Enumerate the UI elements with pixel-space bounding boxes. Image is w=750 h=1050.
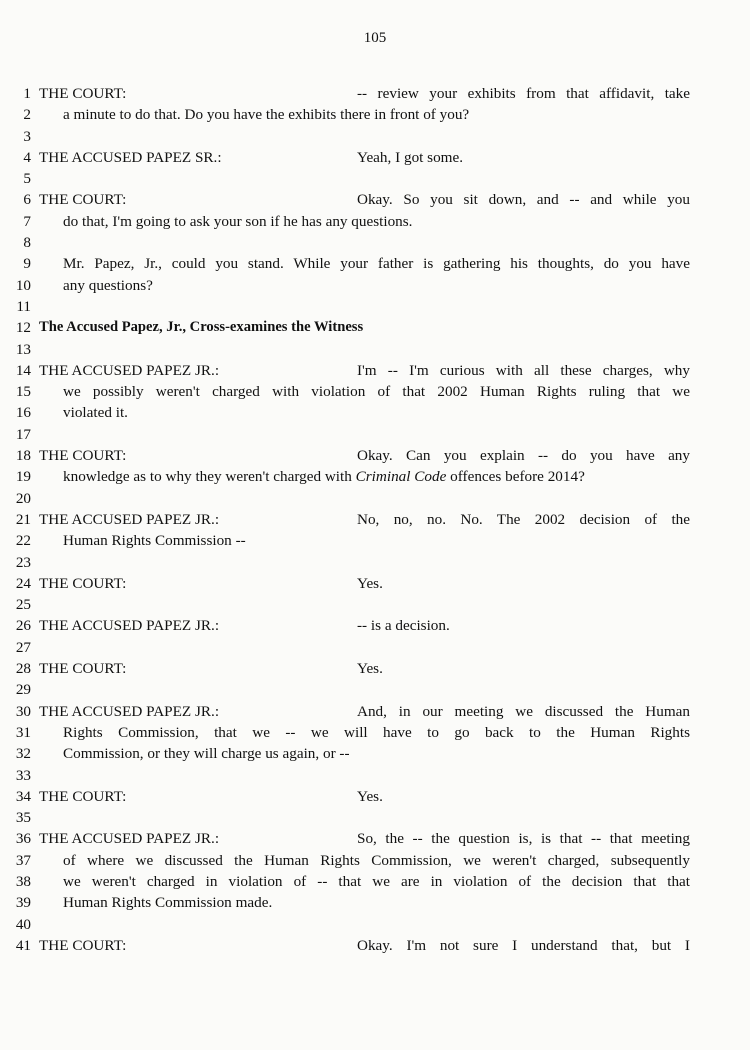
line-number: 7 <box>23 212 31 230</box>
speech-continuation: we possibly weren't charged with violation of that 2002 Human Rights ruling that we <box>63 383 690 401</box>
speaker-label: THE ACCUSED PAPEZ JR.: <box>39 510 220 528</box>
speaker-label: THE ACCUSED PAPEZ JR.: <box>39 702 220 720</box>
speaker-label: THE COURT: <box>39 787 127 805</box>
speech-text: Okay. So you sit down, and -- and while you <box>357 191 690 209</box>
transcript-line <box>0 381 750 402</box>
line-number: 32 <box>15 745 31 763</box>
speech-text: And, in our meeting we discussed the Human <box>357 702 690 720</box>
speech-text: Okay. Can you explain -- do you have any <box>357 447 690 465</box>
transcript-line <box>0 317 750 338</box>
line-number: 13 <box>15 340 31 358</box>
speaker-label: THE COURT: <box>39 936 127 954</box>
transcript-line <box>0 402 750 423</box>
line-number: 29 <box>15 681 31 699</box>
transcript-line <box>0 83 750 104</box>
line-number: 27 <box>15 638 31 656</box>
transcript-line <box>0 786 750 807</box>
line-number: 28 <box>15 660 31 678</box>
speaker-label: THE COURT: <box>39 660 127 678</box>
transcript-line <box>0 253 750 274</box>
transcript-line <box>0 914 750 935</box>
line-number: 26 <box>15 617 31 635</box>
transcript-lines <box>0 83 750 956</box>
transcript-line <box>0 765 750 786</box>
transcript-line <box>0 275 750 296</box>
speaker-label: THE COURT: <box>39 574 127 592</box>
speech-continuation: Human Rights Commission -- <box>63 532 246 550</box>
speech-continuation: Rights Commission, that we -- we will have to go back to the Human Rights <box>63 723 690 741</box>
speaker-label: THE COURT: <box>39 191 127 209</box>
line-number: 25 <box>15 596 31 614</box>
line-number: 18 <box>15 447 31 465</box>
transcript-line <box>0 552 750 573</box>
speaker-label: THE ACCUSED PAPEZ JR.: <box>39 617 220 635</box>
speaker-label: THE ACCUSED PAPEZ JR.: <box>39 361 220 379</box>
line-number: 15 <box>15 383 31 401</box>
transcript-line <box>0 679 750 700</box>
transcript-line <box>0 339 750 360</box>
transcript-line <box>0 871 750 892</box>
line-number: 9 <box>23 255 31 273</box>
speech-continuation: a minute to do that. Do you have the exhibits there in front of you? <box>63 106 470 124</box>
line-number: 10 <box>15 276 31 294</box>
speech-text: Yes. <box>357 660 383 678</box>
transcript-line <box>0 126 750 147</box>
transcript-line <box>0 189 750 210</box>
speech-text: I'm -- I'm curious with all these charges, why <box>357 361 690 379</box>
line-number: 34 <box>15 787 31 805</box>
line-number: 38 <box>15 872 31 890</box>
transcript-line <box>0 615 750 636</box>
speech-continuation: Commission, or they will charge us again, or -- <box>63 745 350 763</box>
line-number: 41 <box>15 936 31 954</box>
transcript-line <box>0 488 750 509</box>
line-number: 16 <box>15 404 31 422</box>
transcript-line <box>0 296 750 317</box>
speech-continuation: do that, I'm going to ask your son if he has any questions. <box>63 212 413 230</box>
speech-continuation: violated it. <box>63 404 128 422</box>
line-number: 1 <box>23 85 31 102</box>
speech-text: Yes. <box>357 574 383 592</box>
transcript-line <box>0 828 750 849</box>
line-number: 3 <box>23 127 31 145</box>
transcript-line <box>0 743 750 764</box>
line-number: 24 <box>15 574 31 592</box>
speech-continuation: Human Rights Commission made. <box>63 894 273 912</box>
transcript-line <box>0 232 750 253</box>
page-number: 105 <box>363 30 387 46</box>
speech-text: Okay. I'm not sure I understand that, but I <box>357 936 690 954</box>
line-number: 30 <box>15 702 31 720</box>
line-number: 2 <box>23 106 31 124</box>
transcript-line <box>0 466 750 487</box>
line-number: 33 <box>15 766 31 784</box>
speech-text: -- review your exhibits from that affidavit, take <box>357 85 690 102</box>
line-number: 37 <box>15 851 31 869</box>
italic-title: Criminal Code <box>355 468 447 486</box>
section-heading: The Accused Papez, Jr., Cross-examines the Witness <box>39 319 364 336</box>
line-number: 19 <box>15 468 31 486</box>
speaker-label: THE ACCUSED PAPEZ JR.: <box>39 830 220 848</box>
transcript-line <box>0 594 750 615</box>
line-number: 20 <box>15 489 31 507</box>
transcript-line <box>0 850 750 871</box>
transcript-line <box>0 147 750 168</box>
line-number: 17 <box>15 425 31 443</box>
speech-text: Yeah, I got some. <box>357 148 464 166</box>
speaker-label: THE ACCUSED PAPEZ SR.: <box>39 148 222 166</box>
transcript-line <box>0 360 750 381</box>
transcript-line <box>0 935 750 956</box>
speech-continuation: we weren't charged in violation of -- that we are in violation of the decision that that <box>63 872 690 890</box>
transcript-line <box>0 424 750 445</box>
speech-continuation: of where we discussed the Human Rights Commission, we weren't charged, subsequently <box>63 851 690 869</box>
line-number: 36 <box>15 830 31 848</box>
transcript-line <box>0 445 750 466</box>
line-number: 39 <box>15 894 31 912</box>
line-number: 5 <box>23 170 31 188</box>
transcript-line <box>0 530 750 551</box>
transcript-line <box>0 573 750 594</box>
line-number: 23 <box>15 553 31 571</box>
text-segment: knowledge as to why they weren't charged with <box>63 468 356 486</box>
speaker-label: THE COURT: <box>39 85 127 102</box>
transcript-line <box>0 104 750 125</box>
speech-continuation: Mr. Papez, Jr., could you stand. While your father is gathering his thoughts, do you have <box>63 255 690 273</box>
transcript-line <box>0 722 750 743</box>
line-number: 35 <box>15 809 31 827</box>
line-number: 11 <box>16 297 31 315</box>
transcript-line <box>0 892 750 913</box>
speech-text: No, no, no. No. The 2002 decision of the <box>357 510 690 528</box>
transcript-line <box>0 658 750 679</box>
line-number: 4 <box>23 148 31 166</box>
line-number: 12 <box>15 319 31 337</box>
transcript-line <box>0 509 750 530</box>
transcript-line <box>0 168 750 189</box>
line-number: 6 <box>23 191 31 209</box>
speech-text: -- is a decision. <box>357 617 450 635</box>
transcript-line <box>0 637 750 658</box>
transcript-line <box>0 807 750 828</box>
line-number: 14 <box>15 361 31 379</box>
line-number: 8 <box>23 234 31 252</box>
text-segment: offences before 2014? <box>446 468 585 486</box>
line-number: 21 <box>15 510 31 528</box>
line-number: 40 <box>15 915 31 933</box>
speech-continuation <box>63 466 690 487</box>
line-number: 22 <box>15 532 31 550</box>
transcript-line <box>0 211 750 232</box>
speaker-label: THE COURT: <box>39 447 127 465</box>
speech-continuation: any questions? <box>63 276 153 294</box>
speech-text: So, the -- the question is, is that -- that meeting <box>357 830 690 848</box>
speech-text: Yes. <box>357 787 383 805</box>
line-number: 31 <box>15 723 31 741</box>
transcript-line <box>0 701 750 722</box>
